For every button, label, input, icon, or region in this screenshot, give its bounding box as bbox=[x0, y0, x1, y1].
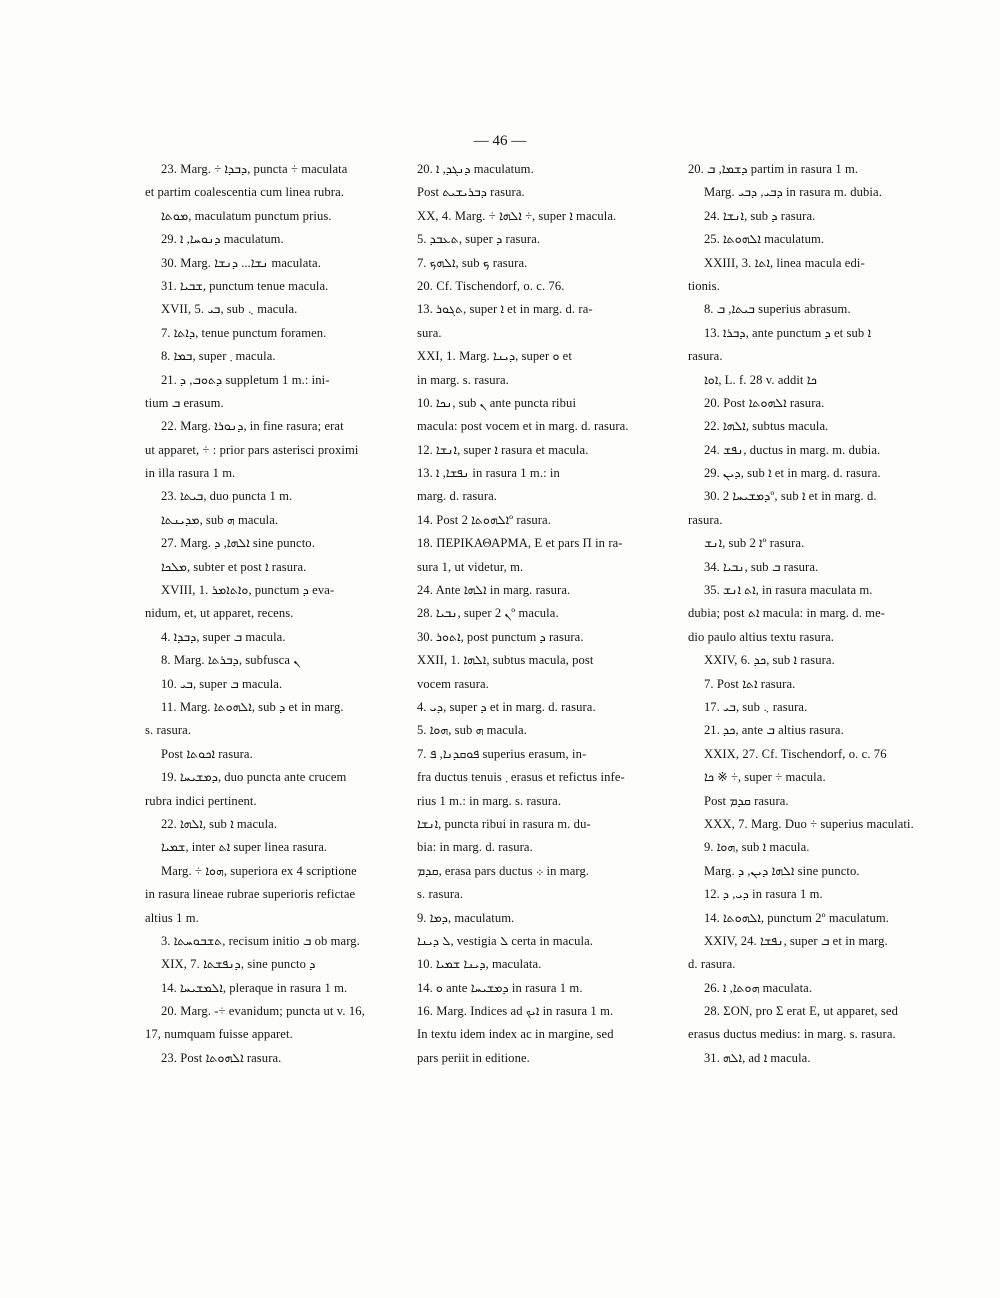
text-line: 30. Marg. ܢܫܐ... ܕܢܫܐ maculata. bbox=[161, 255, 321, 270]
text-line: Post ܕܒܪܝܫܝܬ rasura. bbox=[417, 185, 525, 200]
text-line: XXIII, 3. ܐܬܐ, linea macula edi- bbox=[704, 255, 865, 270]
text-line: 29. ܕܢܘܚܐ, ܐ maculatum. bbox=[161, 232, 284, 247]
text-line: 18. ΠΕΡΙΚΑΘΑΡΜΑ, Ε et pars Π in ra- bbox=[417, 536, 623, 551]
text-line: Post ܩܕܡ rasura. bbox=[704, 793, 789, 808]
text-line: Marg. ܕܒܝ, ܕܒܝ in rasura m. dubia. bbox=[704, 185, 882, 200]
text-line: 17. ܒܝ, sub ܆ rasura. bbox=[704, 699, 808, 714]
text-line: in illa rasura 1 m. bbox=[145, 466, 236, 481]
text-line: rasura. bbox=[688, 512, 723, 527]
text-line: XIX, 7. ܕܢܦܫܬܐ, sine puncto ܕ bbox=[161, 957, 316, 972]
text-line: XVII, 5. ܒܝ, sub ܆ macula. bbox=[161, 302, 298, 317]
text-line: XX, 4. Marg. ÷ ܐܠܗܐ ÷, super ܐ macula. bbox=[417, 208, 617, 223]
text-line: 13. ܢܦܫܐ, ܐ in rasura 1 m.: in bbox=[417, 466, 560, 481]
text-line: ܡܠܟܐ, subter et post ܐ rasura. bbox=[161, 559, 307, 574]
text-line: sura 1, ut videtur, m. bbox=[417, 559, 524, 574]
text-line: ut apparet, ÷ : prior pars asterisci proximi bbox=[145, 442, 359, 457]
text-line: et partim coalescentia cum linea rubra. bbox=[145, 185, 345, 200]
text-line: 3. ܬܫܒܘܚܬܐ, recisum initio ܒ ob marg. bbox=[161, 933, 360, 948]
text-line: ܐܢܫܐ, puncta ribui in rasura m. du- bbox=[417, 816, 591, 831]
text-line: ܫܡܝܐ, inter ܐܬ super linea rasura. bbox=[161, 840, 328, 855]
text-line: 12. ܐܢܫܐ, super ܐ rasura et macula. bbox=[417, 442, 589, 457]
text-line: XXIV, 6. ܟܕ, sub ܐ rasura. bbox=[704, 653, 835, 668]
text-line: rubra indici pertinent. bbox=[145, 793, 257, 808]
text-line: 27. Marg. ܐܠܗܐ, ܕ sine puncto. bbox=[161, 536, 315, 551]
text-line: 14. ܐܠܗܘܬܐ, punctum 2º maculatum. bbox=[704, 910, 889, 925]
text-line: 22. Marg. ܕܢܘܪܐ, in fine rasura; erat bbox=[161, 419, 344, 434]
text-line: dubia; post ܐܬ macula: in marg. d. me- bbox=[688, 606, 886, 621]
text-line: 26. ܗܘܬܐ, ܐ maculata. bbox=[704, 980, 813, 995]
text-line: erasus ductus medius: in marg. s. rasura. bbox=[688, 1027, 896, 1042]
text-line: XXI, 1. Marg. ܕܝܢܐ, super ܘ et bbox=[417, 349, 572, 364]
text-line: 22. ܐܠܗܐ, sub ܐ macula. bbox=[161, 816, 278, 831]
text-line: 7. ܐܠܗܟ, sub ܟ rasura. bbox=[417, 255, 528, 270]
text-line: tionis. bbox=[688, 278, 720, 293]
text-line: 14. Post ܐܠܗܘܬܐ 2º rasura. bbox=[417, 512, 551, 527]
column-right bbox=[688, 158, 933, 1070]
text-line: 9. ܗܘܐ, sub ܐ macula. bbox=[704, 840, 810, 855]
text-line: sura. bbox=[417, 325, 442, 340]
text-line: 13. ܕܒܪܐ, ante punctum ܕ et sub ܐ bbox=[704, 325, 872, 340]
text-line: 30. ܕܡܫܝܚܐ 2º, sub ܐ et in marg. d. bbox=[704, 489, 877, 504]
text-line: 31. ܫܒܝܐ, punctum tenue macula. bbox=[161, 278, 329, 293]
text-line: pars periit in editione. bbox=[417, 1050, 530, 1065]
text-line: 13. ܬܓܘܪ, super ܐ et in marg. d. ra- bbox=[417, 302, 593, 317]
column-middle bbox=[417, 158, 662, 1070]
text-line: 20. Marg. -÷ evanidum; puncta ut v. 16, bbox=[161, 1004, 365, 1019]
text-line: 34. ܢܒܝܐ, sub ܒ rasura. bbox=[704, 559, 819, 574]
text-line: 35. ܐܬ ܐܢܫ, in rasura maculata m. bbox=[704, 583, 873, 598]
text-line: 20. ܕܢܓܕ, ܐ maculatum. bbox=[417, 162, 534, 176]
text-line: d. rasura. bbox=[688, 957, 736, 972]
text-line: 4. ܕܝ, super ܕ et in marg. d. rasura. bbox=[417, 699, 596, 714]
text-line: XXIX, 27. Cf. Tischendorf, o. c. 76 bbox=[704, 746, 887, 761]
text-line: altius 1 m. bbox=[145, 910, 199, 925]
text-line: 25. ܐܠܗܘܬܐ maculatum. bbox=[704, 232, 825, 247]
text-line: macula: post vocem et in marg. d. rasura. bbox=[417, 419, 629, 434]
text-line: 16. Marg. Indices ad ܐܝܟ in rasura 1 m. bbox=[417, 1004, 614, 1019]
text-line: ܐܢܫ, sub ܐ 2º rasura. bbox=[704, 536, 805, 551]
text-line: 14. ܐܠܡܫܝܚܐ, pleraque in rasura 1 m. bbox=[161, 980, 348, 995]
text-line: 12. ܕܝ, ܕ in rasura 1 m. bbox=[704, 887, 823, 902]
text-line: 23. Marg. ÷ ܕܒܕܐ, puncta ÷ maculata bbox=[161, 162, 348, 176]
text-line: vocem rasura. bbox=[417, 676, 489, 691]
text-line: 8. Marg. ܕܒܪܬܐ, subfusca ܢ bbox=[161, 653, 301, 668]
text-line: rasura. bbox=[688, 349, 723, 364]
text-line: ܟܐ ※ ÷, super ÷ macula. bbox=[704, 770, 826, 785]
text-line: 28. ܢܒܝܐ, super ܢ 2º macula. bbox=[417, 606, 559, 621]
text-line: 31. ܐܠܗ, ad ܐ macula. bbox=[704, 1050, 811, 1065]
text-line: 10. ܕܝܢܐ ܫܡܝܐ, maculata. bbox=[417, 957, 542, 972]
text-line: XXX, 7. Marg. Duo ÷ superius maculati. bbox=[704, 816, 914, 831]
text-line: 24. Ante ܐܠܗܐ in marg. rasura. bbox=[417, 583, 571, 598]
text-line: ܡܘܬܐ, maculatum punctum prius. bbox=[161, 208, 332, 223]
column-left bbox=[145, 158, 390, 1070]
text-line: 14. ܘ ante ܕܡܫܝܚܐ in rasura 1 m. bbox=[417, 980, 583, 995]
text-line: marg. d. rasura. bbox=[417, 489, 498, 504]
text-line: 19. ܕܡܫܝܚܐ, duo puncta ante crucem bbox=[161, 770, 347, 785]
text-line: 23. Post ܐܠܗܘܬܐ rasura. bbox=[161, 1050, 282, 1065]
text-line: 11. Marg. ܐܠܗܘܬܐ, sub ܕ et in marg. bbox=[161, 699, 344, 714]
text-line: 7. Post ܐܬܐ rasura. bbox=[704, 676, 796, 691]
text-line: 24. ܢܦܫ, ductus in marg. m. dubia. bbox=[704, 442, 881, 457]
page-number: — 46 — bbox=[473, 133, 527, 149]
text-line: ܠ ܕܝܢܐ, vestigia ܠ certa in macula. bbox=[417, 933, 594, 948]
text-line: 21. ܕܬܘܒ, ܕ suppletum 1 m.: ini- bbox=[161, 372, 330, 387]
text-line: XXIV, 24. ܢܦܫܐ, super ܒ et in marg. bbox=[704, 933, 888, 948]
text-line: nidum, et, ut apparet, recens. bbox=[145, 606, 294, 621]
text-line: ܩܕܡ, erasa pars ductus ܀ in marg. bbox=[417, 863, 590, 878]
text-line: 22. ܐܠܗܐ, subtus macula. bbox=[704, 419, 829, 434]
text-line: In textu idem index ac in margine, sed bbox=[417, 1027, 614, 1042]
text-line: 8. ܒܝܬܐ, ܒ superius abrasum. bbox=[704, 302, 851, 317]
text-line: Marg. ÷ ܗܘܐ, superiora ex 4 scriptione bbox=[161, 863, 357, 878]
text-line: 23. ܒܝܬܐ, duo puncta 1 m. bbox=[161, 489, 293, 504]
text-line: 4. ܕܒܕܐ, super ܒ macula. bbox=[161, 629, 286, 644]
text-line: 28. ΣΟΝ, pro Σ erat Ε, ut apparet, sed bbox=[704, 1004, 899, 1019]
text-line: tium ܒ erasum. bbox=[145, 395, 224, 410]
text-line: XVIII, 1. ܘܐܬܐܡܪ, punctum ܕ eva- bbox=[161, 583, 335, 598]
text-line: Marg. ܐܠܗܐ ܕܝܢ, ܕ sine puncto. bbox=[704, 863, 860, 878]
text-line: rius 1 m.: in marg. s. rasura. bbox=[417, 793, 562, 808]
text-line: 10. ܢܟܐ, sub ܢ ante puncta ribui bbox=[417, 395, 577, 410]
text-line: 30. ܐܬܘܪ, post punctum ܕ rasura. bbox=[417, 629, 584, 644]
text-line: 5. ܗܘܐ, sub ܗ macula. bbox=[417, 723, 527, 738]
text-line: 10. ܒܝ, super ܒ macula. bbox=[161, 676, 283, 691]
text-line: in rasura lineae rubrae superioris refictae bbox=[145, 887, 356, 902]
text-line: ܡܕܝܢܬܐ, sub ܗ macula. bbox=[161, 512, 279, 527]
text-line: XXII, 1. ܐܠܗܐ, subtus macula, post bbox=[417, 653, 594, 668]
text-line: 8. ܒܡܐ, super ܂ macula. bbox=[161, 349, 276, 364]
text-line: 9. ܕܡܐ, maculatum. bbox=[417, 910, 515, 925]
text-line: 17, numquam fuisse apparet. bbox=[145, 1027, 293, 1042]
text-line: dio paulo altius textu rasura. bbox=[688, 629, 835, 644]
text-line: 21. ܟܕ, ante ܒ altius rasura. bbox=[704, 723, 844, 738]
text-line: fra ductus tenuis ܂ erasus et refictus infe- bbox=[417, 770, 625, 785]
text-line: 7. ܦܘܩܕܢܐ, ܦ superius erasum, in- bbox=[417, 746, 587, 761]
text-line: 20. ܕܫܡܐ, ܒ partim in rasura 1 m. bbox=[688, 162, 859, 176]
text-line: 20. Post ܐܠܗܘܬܐ rasura. bbox=[704, 395, 825, 410]
text-line: s. rasura. bbox=[417, 887, 464, 902]
text-line: 29. ܕܝܢ, sub ܐ et in marg. d. rasura. bbox=[704, 466, 881, 481]
text-line: s. rasura. bbox=[145, 723, 192, 738]
text-line: ܐܘܐ, L. f. 28 v. addit ܟܐ bbox=[704, 372, 817, 387]
text-line: bia: in marg. d. rasura. bbox=[417, 840, 533, 855]
text-line: in marg. s. rasura. bbox=[417, 372, 509, 387]
text-line: 5. ܬܥܒܕ, super ܕ rasura. bbox=[417, 232, 541, 247]
text-line: 7. ܕܐܬܐ, tenue punctum foramen. bbox=[161, 325, 327, 340]
text-line: 20. Cf. Tischendorf, o. c. 76. bbox=[417, 278, 565, 293]
text-line: 24. ܐܢܫܐ, sub ܕ rasura. bbox=[704, 208, 816, 223]
text-line: Post ܐܟܘܬܐ rasura. bbox=[161, 746, 253, 761]
